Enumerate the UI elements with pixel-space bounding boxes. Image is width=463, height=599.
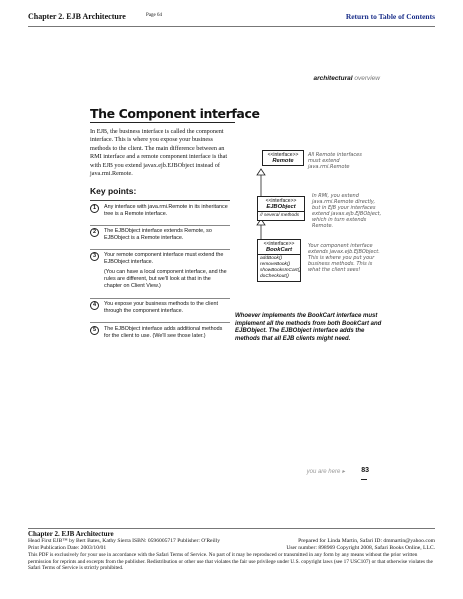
key-point-extra-text: (You can have a local component interface, and the rules are different, but we'll look at that in the chapter on Client View.) (104, 269, 227, 289)
uml-method: addBook() (260, 256, 283, 261)
key-point-item (90, 228, 230, 252)
footer-chapter: Chapter 2. EJB Architecture (28, 530, 114, 538)
title-underline (90, 122, 235, 123)
uml-name: EJBObject (258, 204, 304, 212)
bookcart-interface-box (257, 239, 301, 282)
footer-legal-text: This PDF is exclusively for your use in accordance with the Safari Terms of Service. No part of it may be reproduced or transmitted in any form by any means without the prior written permission for reprints and excerpts from the publisher. Redistribution or other use that violates the fair use privilege under U.S. copyright laws (see 17 USC107) or that otherwise violates the Safari Terms of Service is strictly prohibited. (28, 552, 433, 571)
header-divider (28, 26, 435, 27)
uml-name: BookCart (258, 247, 300, 255)
chapter-title: Chapter 2. EJB Architecture (28, 12, 126, 21)
key-point-divider (90, 225, 230, 226)
key-point-number: 5 (90, 326, 99, 335)
arrowhead (257, 169, 265, 175)
key-point-divider (90, 249, 230, 250)
key-point-number: 1 (90, 204, 99, 213)
footer-divider (28, 528, 435, 529)
footer-publication-date: Print Publication Date: 2003/10/01 (28, 545, 107, 551)
page-indicator: Page 64 (146, 13, 162, 18)
uml-stereotype: <<interface>> (263, 241, 295, 247)
uml-methods (258, 255, 300, 281)
key-point-item (90, 204, 230, 228)
intro-paragraph: In EJB, the business interface is called the component interface. This is where you expose your business methods to the client. The main difference between an RMI interface and a remote component interface is that with EJB you extend javax.ejb.EJBObject instead of java.rmi.Remote. (90, 128, 228, 178)
uml-body: // several methods (260, 213, 300, 218)
remote-interface-box (262, 150, 304, 166)
key-point-item (90, 326, 230, 350)
key-point-text: Any interface with java.rmi.Remote in its inheritance tree is a Remote interface. (104, 204, 228, 217)
note-bookcart-handwritten: Your component interface extends javax.ejb.EJBObject. This is where you put your business methods. This is what the client sees! (308, 243, 380, 273)
footer-copyright: User number: 898969 Copyright 2008, Safari Books Online, LLC. (286, 545, 435, 551)
footer-prepared-for: Prepared for Linda Martin, Safari ID: dmmartin@yahoo.com (298, 538, 435, 544)
uml-name: Remote (272, 158, 294, 164)
key-point-text: The EJBObject interface adds additional methods for the client to use. (We'll see those later.) (104, 326, 223, 339)
book-page (75, 36, 395, 491)
key-point-number: 4 (90, 301, 99, 310)
footer-row (28, 545, 435, 552)
key-point-text: Your remote component interface must extend the EJBObject interface. (104, 252, 224, 265)
page-number: 83 (361, 467, 369, 474)
page-header (28, 12, 435, 24)
uml-method: removeBook() (260, 262, 291, 267)
key-point-item (90, 301, 230, 325)
key-point-number: 3 (90, 252, 99, 261)
note-remote-handwritten: All Remote interfaces must extend java.rmi.Remote (308, 152, 362, 170)
section-tag-main: architectural (313, 75, 353, 82)
note-ejbobject-handwritten: In RMI, you extend java.rmi.Remote directly, but in EJB your interfaces extend javax.ejb.EJBObject, which in turn extends Remote. (312, 193, 382, 229)
footer-book-info: Head First EJB™ by Bert Bates, Kathy Sierra ISBN: 0596005717 Publisher: O'Reilly (28, 538, 221, 544)
page-title: The Component interface (90, 106, 260, 121)
section-tag-muted: overview (354, 75, 380, 82)
key-point-divider (90, 298, 230, 299)
key-point-number: 2 (90, 228, 99, 237)
uml-method: showBooksInCart() (260, 268, 301, 273)
key-points-heading: Key points: (90, 186, 137, 196)
uml-stereotype: <<interface>> (265, 198, 297, 204)
uml-stereotype: <<interface>> (267, 152, 299, 158)
key-point-text: The EJBObject interface extends Remote, so EJBObject is a Remote interface. (104, 228, 212, 241)
key-points-underline (90, 200, 230, 201)
footer-row (28, 538, 435, 545)
section-tag (314, 75, 381, 82)
key-point-divider (90, 322, 230, 323)
page-number-underline (361, 479, 367, 480)
key-point-item (90, 252, 230, 302)
page-footer (28, 531, 435, 572)
ejbobject-interface-box (257, 196, 305, 221)
key-point-text: You expose your business methods to the client through the component interface. (104, 301, 218, 314)
diagram-caption: Whoever implements the BookCart interface must implement all the methods from both BookCart and EJBObject. The EJBObject interface adds the methods that all EJB clients might need. (235, 313, 382, 342)
you-are-here-label: you are here ▸ (306, 469, 345, 475)
return-to-toc-link[interactable]: Return to Table of Contents (345, 12, 435, 21)
uml-method: doCheckout() (260, 274, 289, 279)
